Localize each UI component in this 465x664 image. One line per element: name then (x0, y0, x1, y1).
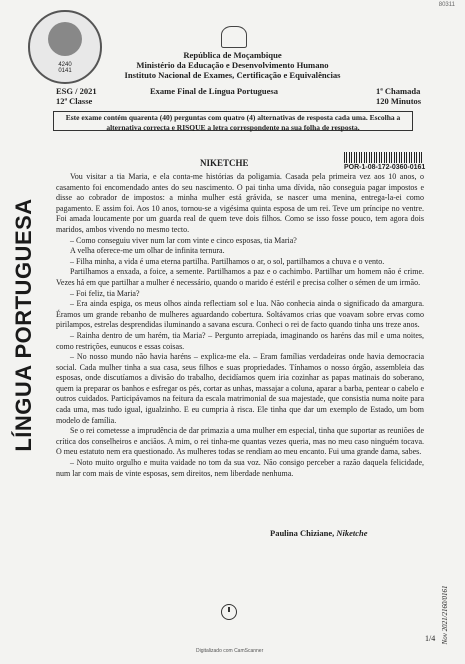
seal-number: 4240 0141 (58, 62, 72, 74)
coat-of-arms-icon (221, 26, 247, 48)
barcode (344, 152, 424, 163)
barcode-text: POR-1-08-172-0360-0161 (344, 164, 426, 171)
school-seal (28, 10, 102, 84)
institution-header (100, 50, 365, 80)
clock-icon (221, 604, 237, 620)
exam-session: 1ª Chamada 120 Minutos (376, 86, 422, 106)
header-line-2: Ministério da Educação e Desenvolvimento Humano (136, 60, 329, 70)
subject-vertical-label: LÍNGUA PORTUGUESA (11, 198, 36, 452)
paragraph: – Foi feliz, tia Maria? (70, 288, 140, 298)
paragraph: – Filha minha, a vida é uma eterna partilha. Partilhamos o ar, o sol, partilhamos a chuva e o vento. (70, 256, 385, 266)
exam-name: Exame Final de Língua Portuguesa (150, 86, 278, 96)
paragraph: – Rainha dentro de um harém, tia Maria? – Pergunto arrepiada, imaginando os haréns das mil e uma noites, como restrições, eunucos e essas coisas. (56, 330, 424, 351)
header-line-3: Instituto Nacional de Exames, Certificação e Equivalências (124, 70, 341, 80)
author-credit: Paulina Chiziane, Niketche (270, 528, 368, 538)
text-title: NIKETCHE (200, 158, 249, 168)
side-code: Nov 2021/2160/0161 (441, 585, 449, 645)
seal-face-icon (48, 22, 82, 56)
instructions-box: Este exame contém quarenta (40) perguntas com quatro (4) alternativas de resposta cada uma. Escolha a alternativa correcta e RISQUE a letra correspondente na sua folha de resposta. (53, 111, 413, 131)
reading-text (56, 172, 424, 479)
paragraph: – Como conseguiu viver num lar com vinte e cinco esposas, tia Maria? (70, 235, 297, 245)
paragraph: Se o rei cometesse a imprudência de dar primazia a uma mulher em especial, tinha que suportar as reuniões de crítica dos conselheiros e anciãos. A mim, o rei tinha-me quantas vezes queria, mas no meu caso ninguém tocava. O meu estatuto nem era questionado. As mulheres todas se rendiam ao meu encanto. Fui uma grande dama, sabes. (56, 426, 424, 457)
paragraph: – No nosso mundo não havia haréns – explica-me ela. – Eram famílias verdadeiras onde havia democracia social. Cada mulher tinha a sua casa, seus filhos e suas propriedades. Tínhamos o nosso órgão, assembleia das esposas, onde discutíamos a divisão do trabalho, decidíamos quem iria cozinhar as papas matinais do soberano, quem ia preparar os banhos e esfregar os pés, cortar as unhas, massajar a coluna, aparar a barba, pentear o cabelo e outros cuidados. Participávamos na feitura da escala matrimonial de sua majestade, que consistia numa noite para cada uma, mas tudo igual, igualzinho. E eu cumpria à risca. Ele tinha que dar um exemplo de Estado, um bom modelo de família. (56, 352, 424, 425)
corner-code: 80311 (438, 2, 455, 8)
page-number: 1/4 (425, 634, 436, 643)
paragraph: A velha oferece-me um olhar de infinita ternura. (70, 246, 225, 256)
paragraph: – Noto muito orgulho e muita vaidade no tom da sua voz. Não consigo perceber a razão daquela felicidade, num lar com mais de vinte esposas, sem direitos, nem liberdade nenhuma. (56, 458, 424, 478)
paragraph: Vou visitar a tia Maria, e ela conta-me histórias da poligamia. Casada pela primeira vez aos 10 anos, o casamento foi encomendado antes do seu nascimento. O pai tinha uma dívida, não conseguia pagar impostos e disse ao cobrador de impostos: a minha mulher está grávida, se nascer uma menina, entrega-la-ei como pagamento. E assim foi. Aos 10 anos, tornou-se a vigésima quinta esposa de um rei. Teve um príncipe no ventre. Foi amada loucamente por um guarda real de quem teve dois filhos. Como se isso fosse pouco, tem agora dois maridos, ambos vivendo no mesmo tecto. (56, 172, 424, 234)
paragraph: Partilhamos a enxada, a foice, a semente. Partilhamos a paz e o cachimbo. Partilhar um homem não é crime. Vezes há em que partilhar a mulher é necessário, quando o marido é estéril e precisa colher o sémen de um irmão. (56, 267, 424, 287)
paragraph: – Era ainda espiga, os meus olhos ainda reflectiam sol e lua. Não conhecia ainda o significado da amargura. Éramos um grande rebanho de mulheres aguardando cobertura. Soltávamos crias que voavam sobre ervas como pirilampos, estrelas desprendidas iluminando a savana escura. Conheci o rei de facto quando tinha uns treze anos. (56, 299, 424, 330)
header-line-1: República de Moçambique (183, 50, 282, 60)
scanner-footer: Digitalizado com CamScanner (196, 648, 264, 654)
exam-level: ESG / 2021 12ª Classe (56, 86, 97, 106)
